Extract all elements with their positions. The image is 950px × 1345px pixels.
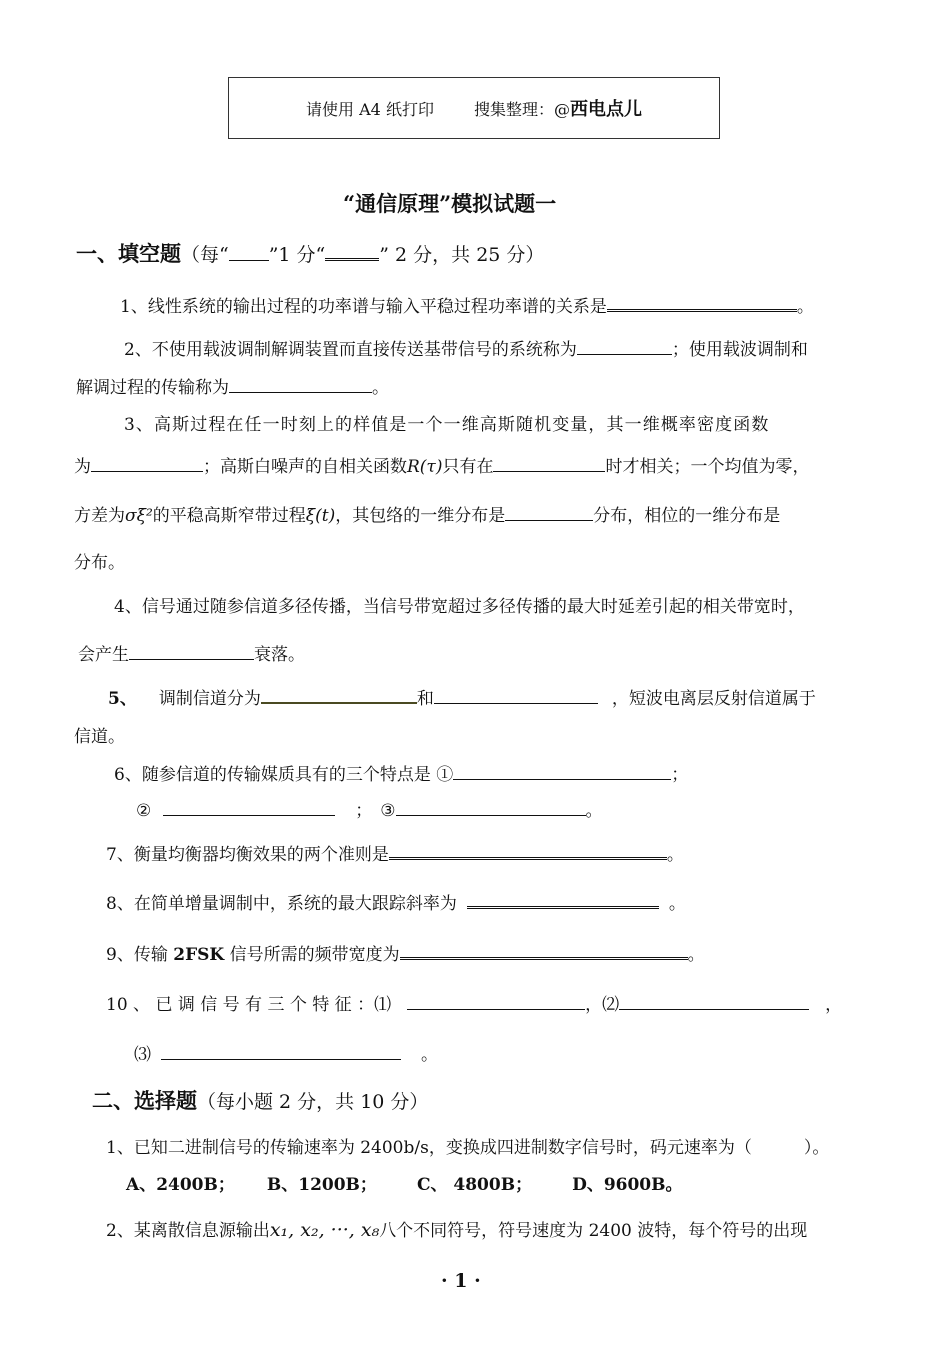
text: 2、某离散信息源输出 xyxy=(106,1221,270,1241)
option-c: C、 4800B； xyxy=(416,1175,533,1195)
question-2-line-1 xyxy=(124,335,808,360)
question-2-line-2 xyxy=(76,373,389,398)
question-10-text: 10 、 已 调 信 号 有 三 个 特 征 ：⑴ xyxy=(106,995,392,1015)
brand-name: 西电点儿 xyxy=(569,99,642,120)
text: 方差为 xyxy=(74,506,125,526)
punct: 。 xyxy=(668,894,686,914)
term-2fsk: 2FSK xyxy=(173,945,225,965)
punct: 。 xyxy=(372,378,389,398)
question-4-line-2 xyxy=(78,640,305,665)
circled-3: ③ xyxy=(380,801,396,821)
mc-question-1 xyxy=(106,1133,829,1158)
question-2-text-cont: ；使用载波调制和 xyxy=(671,340,808,360)
question-7 xyxy=(106,840,684,865)
answer-blank xyxy=(619,994,809,1010)
text: 9、传输 xyxy=(106,945,174,965)
text: 的平稳高斯窄带过程 xyxy=(152,506,306,526)
mc-question-1-options xyxy=(126,1170,683,1195)
answer-blank xyxy=(400,942,688,960)
section-2-title: 二、选择题 xyxy=(92,1088,197,1113)
question-2-text: 2、不使用载波调制解调装置而直接传送基带信号的系统称为 xyxy=(124,340,577,360)
question-1-text: 1、线性系统的输出过程的功率谱与输入平稳过程功率谱的关系是 xyxy=(120,297,607,317)
math-variance: σξ² xyxy=(125,506,153,526)
mc-question-2 xyxy=(106,1216,807,1241)
answer-blank xyxy=(434,688,598,704)
option-b: B、1200B； xyxy=(266,1175,377,1195)
question-7-text: 7、衡量均衡器均衡效果的两个准则是 xyxy=(106,845,389,865)
answer-blank xyxy=(577,339,672,355)
text: ，短波电离层反射信道属于 xyxy=(611,689,816,709)
section-1-note-a: （每“ xyxy=(181,244,229,266)
text: 分布，相位的一维分布是 xyxy=(593,506,781,526)
math-process: ξ(t) xyxy=(305,506,336,526)
punct: ； xyxy=(671,765,689,785)
answer-blank xyxy=(407,994,585,1010)
question-6-line-1 xyxy=(114,760,688,785)
question-5-number: 5、 xyxy=(108,689,137,709)
punct: ）。 xyxy=(803,1138,830,1158)
question-10-line-2 xyxy=(134,1040,438,1065)
punct: 。 xyxy=(666,845,684,865)
question-9 xyxy=(106,940,705,965)
collector-label: 搜集整理：@ xyxy=(473,99,570,119)
text: 会产生 xyxy=(78,645,129,665)
sample-blank-2pt xyxy=(325,243,379,261)
answer-blank xyxy=(161,1044,401,1060)
answer-blank xyxy=(261,687,417,704)
question-2-text-b: 解调过程的传输称为 xyxy=(76,378,229,398)
section-1-title: 一、填空题 xyxy=(76,241,181,266)
paren-3: ⑶ xyxy=(134,1045,151,1065)
punct: 。 xyxy=(687,945,705,965)
exam-title: “通信原理”模拟试题一 xyxy=(343,191,557,216)
answer-blank xyxy=(505,505,593,521)
answer-blank xyxy=(396,800,586,816)
text: 八个不同符号，符号速度为 2400 波特，每个符号的出现 xyxy=(379,1221,808,1241)
answer-blank xyxy=(229,377,372,393)
text: ；高斯白噪声的自相关函数 xyxy=(203,457,407,477)
question-3-line-3 xyxy=(74,501,780,526)
text: ，⑵ xyxy=(585,995,620,1015)
mc-question-1-stem: 1、已知二进制信号的传输速率为 2400b/s，变换成四进制数字信号时，码元速率为（ xyxy=(106,1138,752,1158)
text: 衰落。 xyxy=(254,645,305,665)
punct: ； xyxy=(355,801,373,821)
text: 时才相关；一个均值为零， xyxy=(605,457,810,477)
print-note: 请使用 A4 纸打印 xyxy=(306,99,434,119)
question-4-line-1: 4、信号通过随参信道多径传播，当信号带宽超过多径传播的最大时延差引起的相关带宽时， xyxy=(114,597,805,617)
punct: 。 xyxy=(796,297,814,317)
text: 为 xyxy=(74,457,91,477)
text: 信号所需的频带宽度为 xyxy=(224,945,400,965)
punct: 。 xyxy=(585,801,603,821)
question-1 xyxy=(120,292,814,317)
question-6-line-2 xyxy=(136,796,603,821)
question-6-text: 6、随参信道的传输媒质具有的三个特点是 ① xyxy=(114,765,454,785)
question-8-text: 8、在简单增量调制中，系统的最大跟踪斜率为 xyxy=(106,894,457,914)
answer-blank xyxy=(453,764,671,780)
section-2-note: （每小题 2 分，共 10 分） xyxy=(197,1091,429,1113)
circled-2: ② xyxy=(136,801,152,821)
print-notice-box xyxy=(228,77,720,139)
answer-blank xyxy=(389,842,667,860)
page-number: · 1 · xyxy=(441,1270,481,1292)
question-8 xyxy=(106,889,686,914)
answer-blank xyxy=(607,294,797,312)
answer-blank xyxy=(493,456,605,472)
section-2-heading xyxy=(92,1085,428,1115)
math-symbols: x₁, x₂, ···, x₈ xyxy=(269,1219,380,1241)
answer-blank xyxy=(467,891,659,909)
question-5-line-1 xyxy=(108,684,816,709)
option-d: D、9600B。 xyxy=(572,1175,683,1195)
punct: 。 xyxy=(421,1045,438,1065)
text: ，其包络的一维分布是 xyxy=(335,506,506,526)
answer-blank xyxy=(91,456,203,472)
question-3-line-1: 3、高斯过程在任一时刻上的样值是一个一维高斯随机变量，其一维概率密度函数 xyxy=(124,415,770,435)
math-autocorrelation: R(τ) xyxy=(407,457,443,477)
answer-blank xyxy=(163,800,335,816)
question-5-line-2: 信道。 xyxy=(74,727,125,747)
punct: ， xyxy=(825,995,843,1015)
answer-blank xyxy=(129,644,254,660)
section-1-note-c: ” 2 分，共 25 分） xyxy=(379,244,545,266)
option-a: A、2400B； xyxy=(126,1175,235,1195)
question-3-line-4: 分布。 xyxy=(74,553,125,573)
sample-blank-1pt xyxy=(229,245,269,261)
text: 调制信道分为 xyxy=(158,689,261,709)
section-1-note-b: ”1 分“ xyxy=(268,244,326,266)
text: 只有在 xyxy=(442,457,494,477)
text: 和 xyxy=(416,689,434,709)
question-3-line-2 xyxy=(74,452,809,477)
question-10-line-1 xyxy=(106,990,842,1015)
section-1-heading xyxy=(76,238,544,268)
